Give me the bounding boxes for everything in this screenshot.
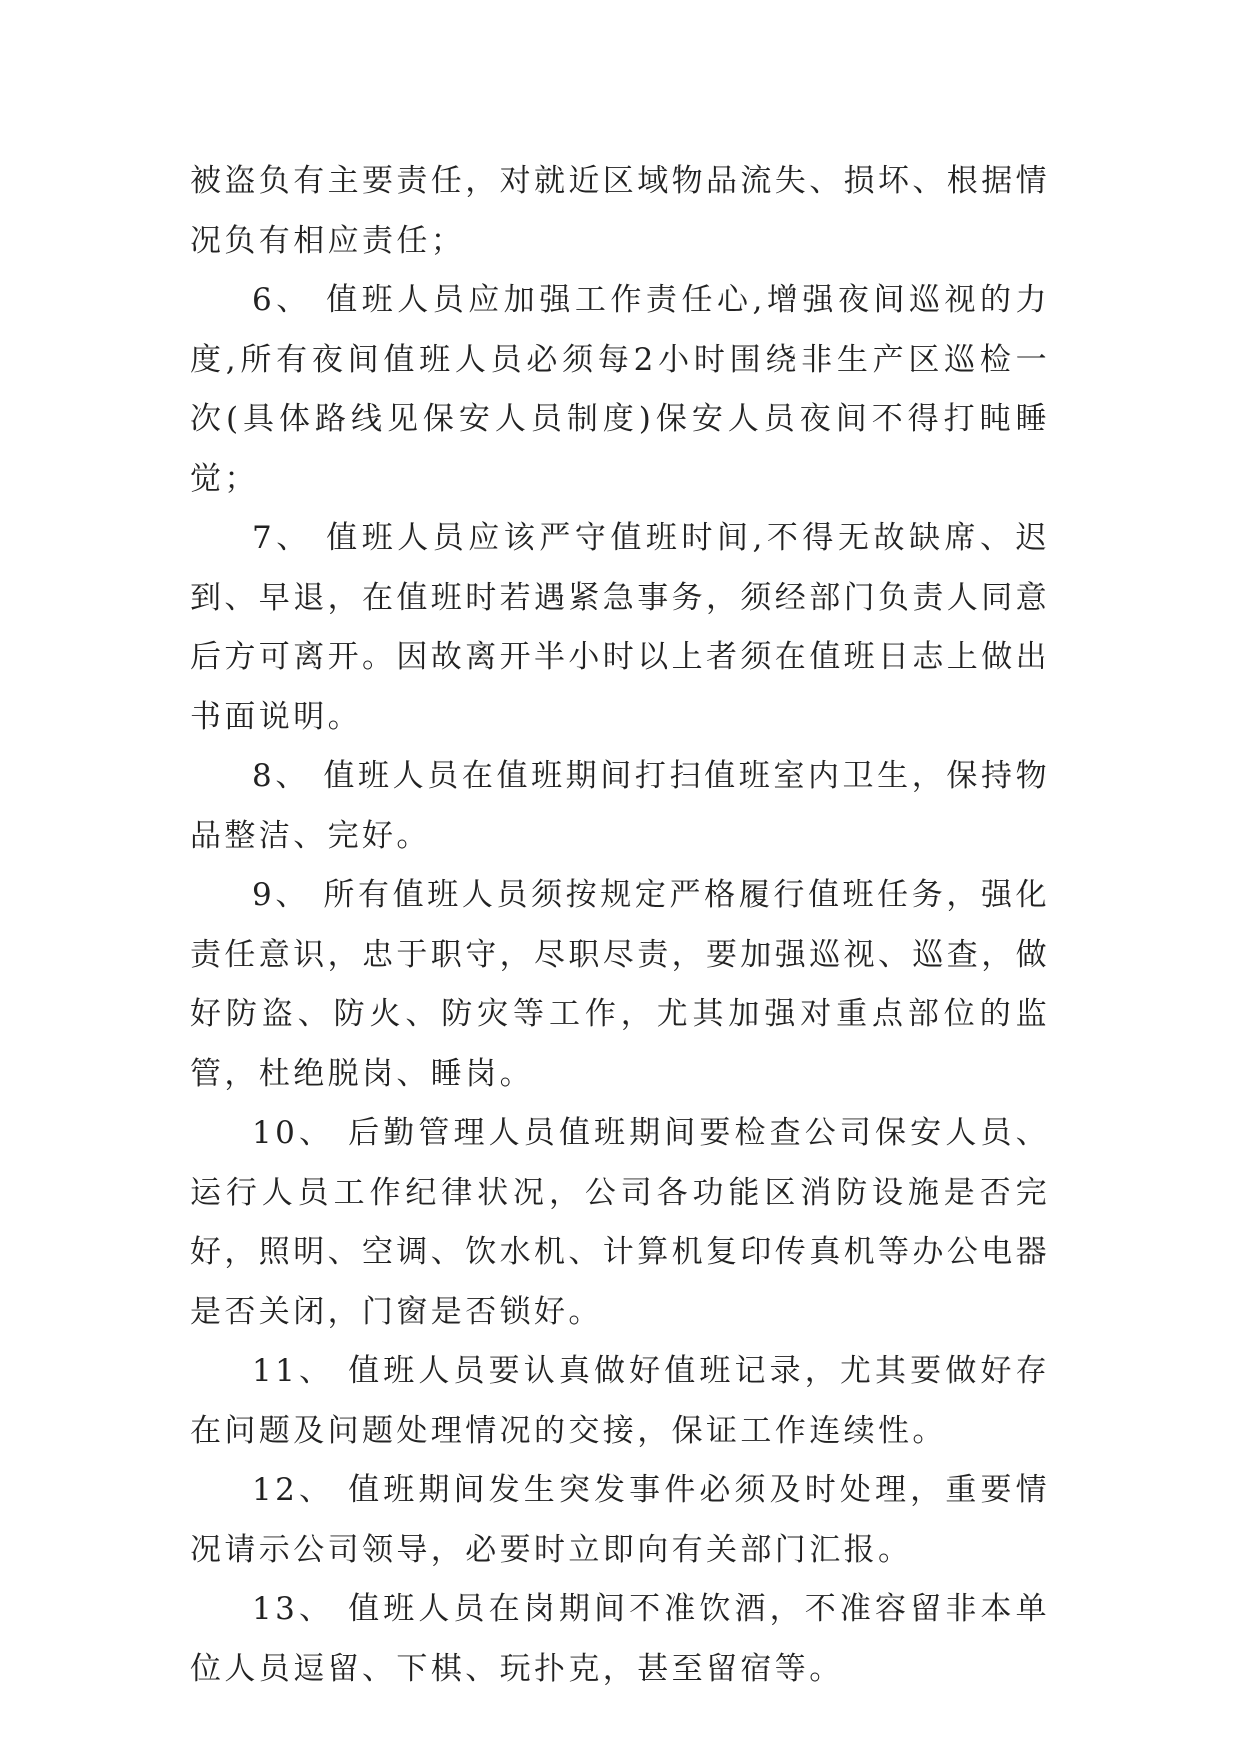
paragraph-text: 被盗负有主要责任，对就近区域物品流失、损坏、根据情况负有相应责任；: [190, 163, 1050, 259]
paragraph-item-12: [190, 1461, 1050, 1580]
item-number: 10、: [252, 1115, 335, 1151]
item-number: 12、: [252, 1472, 335, 1508]
item-number: 6、: [252, 282, 312, 318]
paragraph-text: 值班人员在岗期间不准饮酒，不准容留非本单位人员逗留、下棋、玩扑克，甚至留宿等。: [190, 1591, 1050, 1687]
item-number: 7、: [252, 520, 312, 556]
paragraph-item-6: [190, 271, 1050, 509]
paragraph-item-13: [190, 1580, 1050, 1699]
paragraph-text: 值班人员应加强工作责任心,增强夜间巡视的力度,所有夜间值班人员必须每2小时围绕非生产区巡检一次(具体路线见保安人员制度)保安人员夜间不得打盹睡觉；: [190, 282, 1050, 497]
item-number: 13、: [252, 1591, 335, 1627]
item-number: 9、: [252, 877, 310, 913]
paragraph-item-9: [190, 866, 1050, 1104]
paragraph-text: 值班期间发生突发事件必须及时处理，重要情况请示公司领导，必要时立即向有关部门汇报。: [190, 1472, 1050, 1568]
paragraph-item-11: [190, 1342, 1050, 1461]
paragraph-text: 后勤管理人员值班期间要检查公司保安人员、运行人员工作纪律状况，公司各功能区消防设施是否完好，照明、空调、饮水机、计算机复印传真机等办公电器是否关闭，门窗是否锁好。: [190, 1115, 1050, 1330]
paragraph-item-8: [190, 747, 1050, 866]
paragraph-text: 值班人员要认真做好值班记录，尤其要做好存在问题及问题处理情况的交接，保证工作连续性。: [190, 1353, 1050, 1449]
paragraph-continuation: [190, 152, 1050, 271]
item-number: 11、: [252, 1353, 335, 1389]
paragraph-item-7: [190, 509, 1050, 747]
paragraph-item-10: [190, 1104, 1050, 1342]
paragraph-text: 值班人员应该严守值班时间,不得无故缺席、迟到、早退，在值班时若遇紧急事务，须经部门负责人同意后方可离开。因故离开半小时以上者须在值班日志上做出书面说明。: [190, 520, 1050, 735]
paragraph-text: 值班人员在值班期间打扫值班室内卫生，保持物品整洁、完好。: [190, 758, 1050, 854]
document-body: [190, 152, 1050, 1699]
item-number: 8、: [252, 758, 310, 794]
paragraph-text: 所有值班人员须按规定严格履行值班任务，强化责任意识，忠于职守，尽职尽责，要加强巡视、巡查，做好防盗、防火、防灾等工作，尤其加强对重点部位的监管，杜绝脱岗、睡岗。: [190, 877, 1050, 1092]
